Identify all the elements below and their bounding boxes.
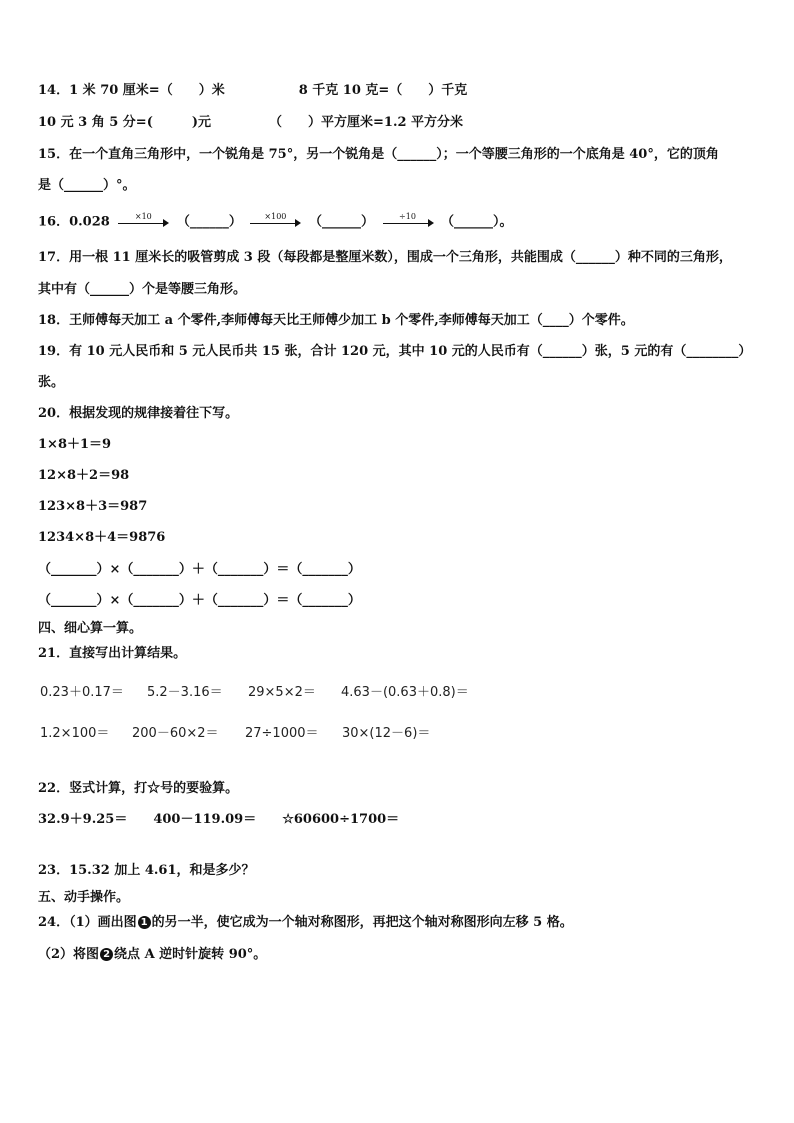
q15-line2: 是（______）°。 <box>38 178 136 193</box>
q24-p2-post: 绕点 A 逆时针旋转 90°。 <box>114 947 267 962</box>
q16-blank-1: （______） <box>176 214 242 230</box>
q22-item-3: ☆60600÷1700＝ <box>282 812 400 827</box>
q14-part-c: 10 元 3 角 5 分=( )元 <box>38 115 212 130</box>
q24-p1-post: 的另一半，使它成为一个轴对称图形，再把这个轴对称图形向左移 5 格。 <box>151 915 573 930</box>
q24-p2-pre: （2）将图 <box>38 947 100 962</box>
q15-line1: 15．在一个直角三角形中，一个锐角是 75°，另一个锐角是（______）；一个等腰三角形的一个底角是 40°，它的顶角 <box>38 147 719 162</box>
q24-p1-pre: 24．（1）画出图 <box>38 915 137 930</box>
q14-row1 <box>38 83 467 99</box>
q22-item-1: 32.9＋9.25＝ <box>38 812 128 827</box>
section-4-title: 四、细心算一算。 <box>38 621 143 636</box>
q14-part-a: 14．1 米 70 厘米=（ ）米 <box>38 83 225 98</box>
q20-row-4: 1234×8＋4＝9876 <box>38 530 166 545</box>
arrow-3-icon <box>381 214 435 230</box>
arrow-1-icon <box>116 214 170 230</box>
section-5-title: 五、动手操作。 <box>38 890 130 905</box>
q19-line1: 19．有 10 元人民币和 5 元人民币共 15 张，合计 120 元，其中 10 元的人民币有（______）张，5 元的有（________） <box>38 344 752 359</box>
circled-number-2-icon: 2 <box>100 948 113 961</box>
q21-item-2: 5.2－3.16＝ <box>147 685 223 700</box>
q20-title: 20．根据发现的规律接着往下写。 <box>38 406 239 421</box>
q19-line2: 张。 <box>38 375 65 390</box>
q24-part-1 <box>38 915 573 931</box>
q14-row2 <box>38 115 463 131</box>
q21-title: 21．直接写出计算结果。 <box>38 646 187 661</box>
q17-line2: 其中有（______）个是等腰三角形。 <box>38 282 247 297</box>
q20-blank-row-2: （_______）×（_______）＋（_______）＝（_______） <box>38 593 361 608</box>
q20-row-1: 1×8＋1＝9 <box>38 437 112 452</box>
q16-line <box>38 214 513 231</box>
q16-start: 16．0.028 <box>38 214 110 230</box>
circled-number-1-icon: 1 <box>138 916 151 929</box>
q16-blank-2: （______） <box>308 214 374 230</box>
q20-row-3: 123×8＋3＝987 <box>38 499 148 514</box>
q21-item-1: 0.23＋0.17＝ <box>40 685 124 700</box>
q20-row-2: 12×8＋2＝98 <box>38 468 130 483</box>
q24-part-2 <box>38 947 266 963</box>
q17-line1: 17．用一根 11 厘米长的吸管剪成 3 段（每段都是整厘米数），围成一个三角形，共能围成（______）种不同的三角形， <box>38 250 732 265</box>
arrow-2-icon <box>248 214 302 230</box>
q14-part-d: （ ）平方厘米=1.2 平方分米 <box>269 115 464 130</box>
q21-item-4: 4.63－(0.63＋0.8)＝ <box>341 685 469 700</box>
q23-title: 23．15.32 加上 4.61，和是多少？ <box>38 863 255 878</box>
q14-part-b: 8 千克 10 克=（ ）千克 <box>298 83 468 98</box>
q21-item-5: 1.2×100＝ <box>40 726 110 741</box>
q22-items <box>38 812 399 828</box>
arrow-3-label: ÷10 <box>399 212 416 221</box>
q16-blank-3: （______）。 <box>441 214 513 230</box>
q21-item-8: 30×(12－6)＝ <box>342 726 431 741</box>
q22-title: 22．竖式计算，打☆号的要验算。 <box>38 781 239 796</box>
arrow-2-label: ×100 <box>264 212 287 221</box>
q21-item-7: 27÷1000＝ <box>245 726 319 741</box>
q22-item-2: 400－119.09＝ <box>153 812 257 827</box>
q18-line1: 18．王师傅每天加工 a 个零件,李师傅每天比王师傅少加工 b 个零件,李师傅每天加工（____）个零件。 <box>38 313 634 328</box>
q20-blank-row-1: （_______）×（_______）＋（_______）＝（_______） <box>38 562 361 577</box>
arrow-1-label: ×10 <box>134 212 152 221</box>
q21-item-3: 29×5×2＝ <box>248 685 316 700</box>
q21-item-6: 200－60×2＝ <box>132 726 219 741</box>
